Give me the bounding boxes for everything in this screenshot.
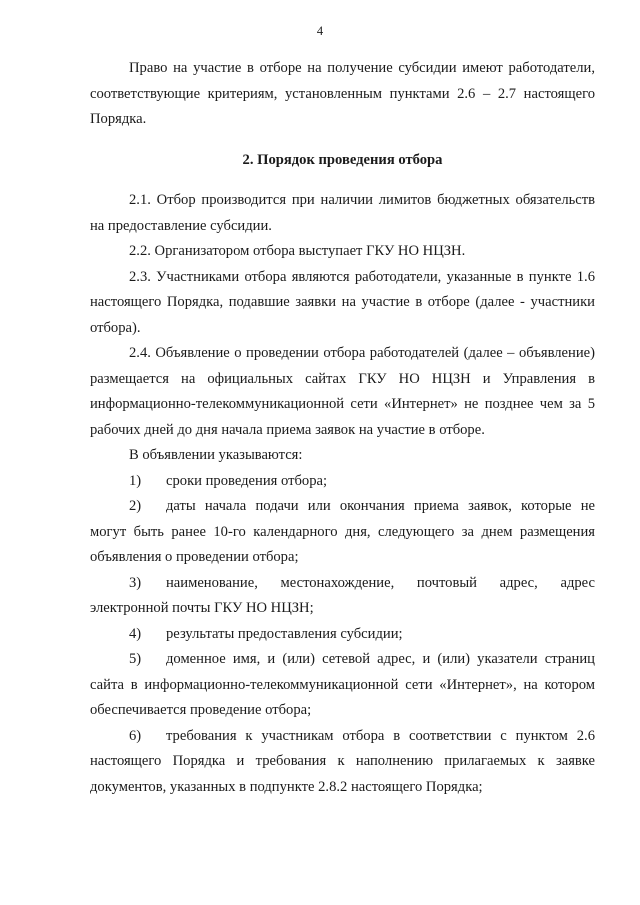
list-item-text: требования к участникам отбора в соответствии с пунктом 2.6 [166, 727, 595, 744]
list-item-text: доменное имя, и (или) сетевой адрес, и (или) указатели страниц [166, 651, 595, 667]
document-body [90, 56, 595, 800]
list-item [90, 622, 595, 648]
list-item-text: результаты предоставления субсидии; [166, 625, 403, 642]
list-item-continuation: сайта в информационно-телекоммуникационной сети «Интернет», на котором обеспечивается проведение отбора; [90, 676, 595, 718]
paragraph-2-1: 2.1. Отбор производится при наличии лимитов бюджетных обязательств на предоставление субсидии. [90, 192, 595, 234]
list-item [90, 724, 595, 750]
list-item-number: 3) [129, 574, 142, 591]
intro-paragraph: Право на участие в отборе на получение субсидии имеют работодатели, соответствующие критериям, установленным пунктами 2.6 – 2.7 настоящего Порядка. [90, 60, 595, 127]
list-item-number: 2) [129, 498, 142, 514]
paragraph-2-2: 2.2. Организатором отбора выступает ГКУ НО НЦЗН. [129, 243, 466, 259]
list-intro: В объявлении указываются: [129, 447, 303, 463]
list-item-number: 1) [129, 472, 142, 489]
list-item-number: 6) [129, 727, 142, 744]
list-item-continuation: могут быть ранее 10-го календарного дня, следующего за днем размещения объявления о проведении отбора; [90, 523, 595, 565]
paragraph-2-3: 2.3. Участниками отбора являются работодатели, указанные в пункте 1.6 настоящего Порядка, подавшие заявки на участие в отборе (далее - участники отбора). [90, 268, 595, 336]
list-item-continuation: электронной почты ГКУ НО НЦЗН; [90, 600, 314, 616]
list-item-continuation: настоящего Порядка и требования к наполнению прилагаемых к заявке документов, указанных в подпункте 2.8.2 настоящего Порядка; [90, 753, 595, 795]
list-item-number: 5) [129, 651, 142, 667]
list-item-text: наименование, местонахождение, почтовый адрес, адрес [166, 574, 595, 591]
paragraph-2-4: 2.4. Объявление о проведении отбора работодателей (далее – объявление) размещается на официальных сайтах ГКУ НО НЦЗН и Управления в информационно-телекоммуникационной сети «Интернет» не позднее чем за 5 рабочих дней до дня начала приема заявок на участие в отборе. [90, 345, 595, 438]
list-item [90, 494, 595, 520]
list-item [90, 571, 595, 597]
list-item-number: 4) [129, 625, 142, 642]
announcement-list [90, 469, 595, 801]
list-item-text: сроки проведения отбора; [166, 472, 328, 489]
page-number: 4 [316, 24, 324, 38]
list-item [90, 647, 595, 673]
list-item-text: даты начала подачи или окончания приема заявок, которые не [166, 498, 595, 514]
section-heading: 2. Порядок проведения отбора [242, 151, 443, 168]
list-item [90, 469, 595, 495]
